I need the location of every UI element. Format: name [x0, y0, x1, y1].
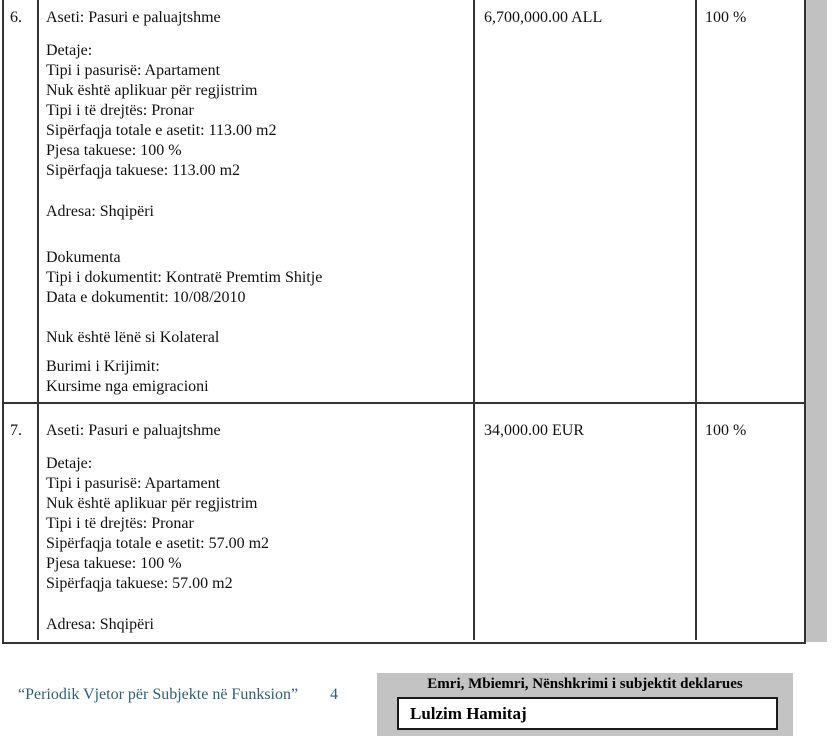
description-paragraph — [46, 248, 473, 308]
row-number: 6. — [4, 0, 39, 402]
description-line: Aseti: Pasuri e paluajtshme — [46, 422, 221, 439]
description-line: Detaje: — [46, 455, 93, 472]
row-number: 7. — [4, 404, 39, 640]
description-line: Pjesa takuese: 100 % — [46, 142, 182, 159]
description-line: Pjesa takuese: 100 % — [46, 555, 182, 572]
assets-table — [2, 0, 806, 644]
description-line: Aseti: Pasuri e paluajtshme — [46, 9, 221, 26]
description-paragraph — [46, 202, 473, 222]
description-paragraph — [46, 454, 473, 594]
description-paragraph — [46, 8, 473, 28]
description-line: Kursime nga emigracioni — [46, 378, 209, 395]
description-line: Burimi i Krijimit: — [46, 358, 160, 375]
signature-label: Emri, Mbiemri, Nënshkrimi i subjektit deklarues — [427, 676, 743, 692]
description-line: Sipërfaqja takuese: 57.00 m2 — [46, 575, 233, 592]
table-row — [4, 402, 804, 640]
description-line: Tipi i dokumentit: Kontratë Premtim Shitje — [46, 269, 323, 286]
description-paragraph — [46, 615, 473, 635]
description-line: Adresa: Shqipëri — [46, 616, 154, 633]
scrollbar[interactable] — [806, 0, 827, 642]
signature-panel — [377, 673, 793, 736]
description-line: Tipi i të drejtës: Pronar — [46, 102, 194, 119]
table-row — [4, 0, 804, 402]
description-paragraph — [46, 41, 473, 181]
description-paragraph — [46, 328, 473, 348]
description-line: Tipi i pasurisë: Apartament — [46, 475, 221, 492]
description-paragraph — [46, 357, 473, 397]
description-line: Nuk është aplikuar për regjistrim — [46, 495, 258, 512]
asset-description — [39, 0, 475, 402]
asset-ownership-percent: 100 % — [705, 9, 747, 26]
description-line: Data e dokumentit: 10/08/2010 — [46, 289, 246, 306]
asset-ownership-percent: 100 % — [705, 422, 747, 439]
description-line: Adresa: Shqipëri — [46, 203, 154, 220]
asset-value: 34,000.00 EUR — [475, 404, 697, 640]
asset-value: 6,700,000.00 ALL — [475, 0, 697, 402]
description-line: Tipi i pasurisë: Apartament — [46, 62, 221, 79]
description-line: Detaje: — [46, 42, 93, 59]
description-paragraph — [46, 421, 473, 441]
declarant-name: Lulzim Hamitaj — [410, 704, 527, 723]
asset-description — [39, 404, 475, 640]
description-line: Sipërfaqja takuese: 113.00 m2 — [46, 162, 241, 179]
description-line: Nuk është aplikuar për regjistrim — [46, 82, 258, 99]
description-line: Tipi i të drejtës: Pronar — [46, 515, 194, 532]
description-line: Sipërfaqja totale e asetit: 57.00 m2 — [46, 535, 270, 552]
signature-name-box — [397, 697, 778, 730]
footer-document-title: “Periodik Vjetor për Subjekte në Funksion” — [18, 686, 299, 703]
description-line: Dokumenta — [46, 249, 121, 266]
description-line: Sipërfaqja totale e asetit: 113.00 m2 — [46, 122, 277, 139]
description-line: Nuk është lënë si Kolateral — [46, 329, 220, 346]
page-number: 4 — [330, 686, 338, 703]
